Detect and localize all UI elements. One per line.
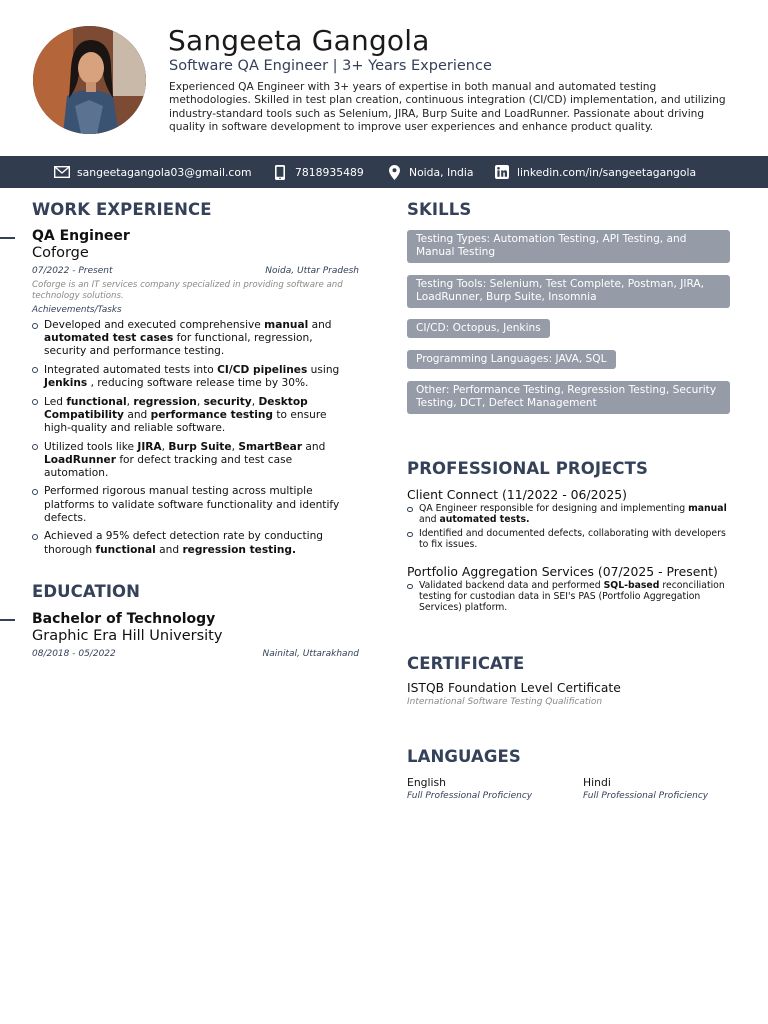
language-name: English [407, 776, 446, 789]
job-title: QA Engineer [32, 228, 130, 244]
company-name: Coforge [32, 245, 89, 261]
education-meta [32, 649, 359, 659]
section-title-work-experience: WORK EXPERIENCE [32, 200, 212, 219]
envelope-icon [54, 164, 70, 180]
achievements-label: Achievements/Tasks [32, 305, 122, 315]
degree-title: Bachelor of Technology [32, 611, 216, 627]
timeline-marker [0, 619, 15, 621]
candidate-name: Sangeeta Gangola [168, 24, 430, 57]
achievements-list [32, 319, 352, 562]
contact-email[interactable] [54, 156, 251, 188]
achievement-item: Achieved a 95% defect detection rate by conducting thorough functional and regression testing. [32, 530, 352, 556]
contact-location-text: Noida, India [409, 165, 474, 179]
contact-phone[interactable] [272, 156, 364, 188]
skill-tag: Testing Tools: Selenium, Test Complete, Postman, JIRA, LoadRunner, Burp Suite, Insomnia [407, 275, 730, 308]
section-title-skills: SKILLS [407, 200, 472, 219]
contact-location [386, 156, 474, 188]
contact-linkedin-text: linkedin.com/in/sangeetagangola [517, 165, 697, 179]
achievement-item: Utilized tools like JIRA, Burp Suite, SmartBear and LoadRunner for defect tracking and test case automation. [32, 441, 352, 481]
achievement-item: Developed and executed comprehensive manual and automated test cases for functional, regression, security and performance testing. [32, 319, 352, 359]
achievement-item: Led functional, regression, security, Desktop Compatibility and performance testing to ensure high-quality and reliable software. [32, 396, 352, 436]
section-title-professional-projects: PROFESSIONAL PROJECTS [407, 459, 648, 478]
section-title-certificate: CERTIFICATE [407, 654, 525, 673]
education-location: Nainital, Uttarakhand [262, 649, 359, 659]
phone-icon [272, 164, 288, 180]
contact-bar [0, 156, 768, 188]
job-location: Noida, Uttar Pradesh [265, 266, 359, 276]
achievement-item: Performed rigorous manual testing across multiple platforms to validate software functionality and identify defects. [32, 485, 352, 525]
timeline-marker [0, 237, 15, 239]
school-name: Graphic Era Hill University [32, 628, 223, 644]
contact-email-text: sangeetagangola03@gmail.com [77, 165, 252, 179]
section-title-languages: LANGUAGES [407, 747, 521, 766]
certificate-name: ISTQB Foundation Level Certificate [407, 681, 621, 695]
education-dates: 08/2018 - 05/2022 [32, 649, 116, 659]
skill-tag: Programming Languages: JAVA, SQL [407, 350, 616, 369]
candidate-headline: Software QA Engineer | 3+ Years Experience [169, 58, 492, 74]
project-bullets [407, 581, 731, 617]
company-description: Coforge is an IT services company specialized in providing software and technology solutions. [32, 280, 343, 301]
profile-photo-image [33, 26, 146, 134]
language-level: Full Professional Proficiency [407, 791, 533, 801]
project-bullet: QA Engineer responsible for designing and implementing manual and automated tests. [407, 504, 731, 526]
job-dates: 07/2022 - Present [32, 266, 113, 276]
project-title: Client Connect (11/2022 - 06/2025) [407, 487, 627, 502]
job-meta [32, 266, 359, 276]
skill-tag: Other: Performance Testing, Regression Testing, Security Testing, DCT, Defect Management [407, 381, 730, 414]
project-title: Portfolio Aggregation Services (07/2025 - Present) [407, 564, 718, 579]
location-pin-icon [386, 164, 402, 180]
skill-tag: Testing Types: Automation Testing, API Testing, and Manual Testing [407, 230, 730, 263]
profile-photo [33, 26, 146, 134]
section-title-education: EDUCATION [32, 582, 141, 601]
language-name: Hindi [583, 776, 611, 789]
achievement-item: Integrated automated tests into CI/CD pipelines using Jenkins , reducing software release time by 30%. [32, 364, 352, 390]
certificate-description: International Software Testing Qualification [407, 697, 603, 707]
skill-tag: CI/CD: Octopus, Jenkins [407, 319, 550, 338]
contact-linkedin[interactable] [494, 156, 696, 188]
linkedin-icon [494, 164, 510, 180]
language-level: Full Professional Proficiency [583, 791, 709, 801]
profile-summary: Experienced QA Engineer with 3+ years of expertise in both manual and automated testing methodologies. Skilled in test plan creation, continuous integration (CI/CD) implementation, and utilizing industry-standard tools such as Selenium, JIRA, Burp Suite and LoadRunner. Passionate about driving quality in software development to improve user experiences and enhance product quality. [169, 81, 726, 133]
project-bullet: Identified and documented defects, collaborating with developers to fix issues. [407, 529, 731, 551]
project-bullets [407, 504, 731, 554]
project-bullet: Validated backend data and performed SQL-based reconciliation testing for custodian data in SEI's PAS (Portfolio Aggregation Services) platform. [407, 581, 731, 613]
contact-phone-text: 7818935489 [295, 165, 364, 179]
